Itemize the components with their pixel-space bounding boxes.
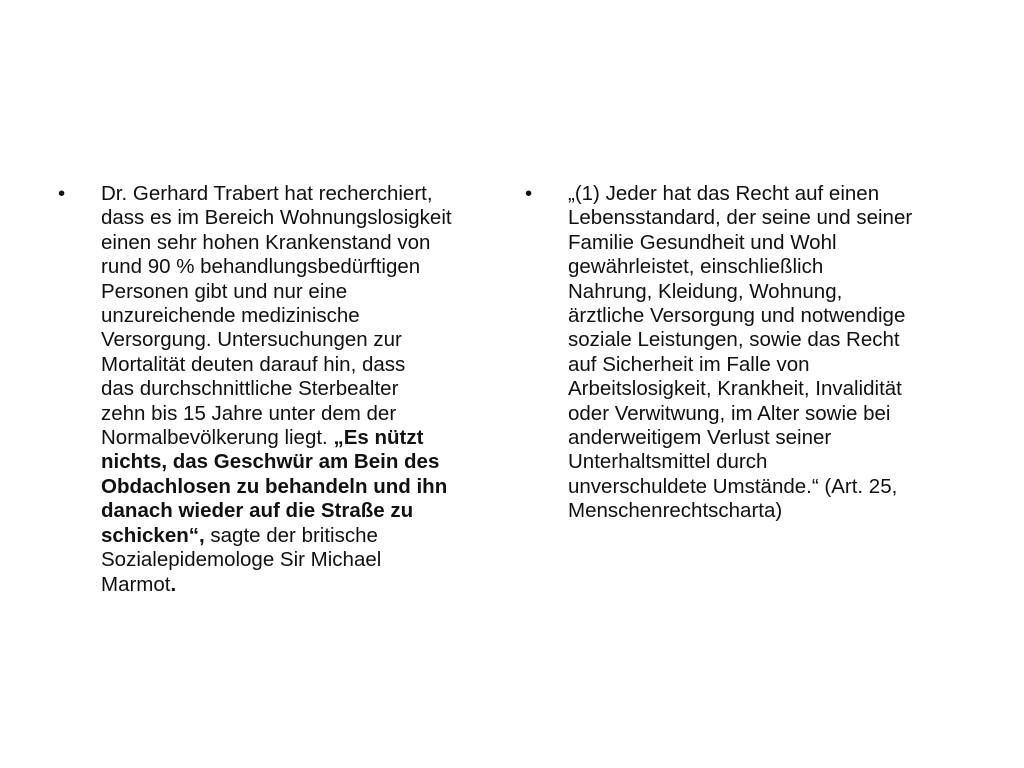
text-segment: Unterhaltsmittel durch <box>568 450 768 474</box>
bold-text-segment: Obdachlosen zu behandeln und ihn <box>101 474 448 498</box>
text-segment: Versorgung. Untersuchungen zur <box>101 328 402 352</box>
text-line <box>101 402 452 426</box>
text-line <box>568 231 912 255</box>
text-line <box>568 402 912 426</box>
text-line <box>101 524 452 548</box>
text-segment: Nahrung, Kleidung, Wohnung, <box>568 279 843 303</box>
text-line <box>568 255 912 279</box>
bold-text-segment: . <box>170 572 177 596</box>
text-line <box>101 255 452 279</box>
text-line <box>568 304 912 328</box>
left-bullet-item <box>58 182 503 597</box>
text-segment: Familie Gesundheit und Wohl <box>568 230 837 254</box>
right-bullet-item <box>525 182 965 524</box>
text-line <box>568 353 912 377</box>
text-line <box>101 231 452 255</box>
text-segment: ärztliche Versorgung und notwendige <box>568 304 906 328</box>
text-line <box>568 280 912 304</box>
left-bullet-text <box>101 182 452 597</box>
text-line <box>568 377 912 401</box>
text-line <box>101 426 452 450</box>
text-line <box>101 353 452 377</box>
text-line <box>568 328 912 352</box>
text-line <box>101 499 452 523</box>
text-segment: anderweitigem Verlust seiner <box>568 426 832 450</box>
text-segment: oder Verwitwung, im Alter sowie bei <box>568 401 891 425</box>
text-line <box>101 377 452 401</box>
text-line <box>101 548 452 572</box>
text-segment: Lebensstandard, der seine und seiner <box>568 206 913 230</box>
text-line <box>568 426 912 450</box>
text-segment: zehn bis 15 Jahre unter dem der <box>101 401 397 425</box>
text-segment: Arbeitslosigkeit, Krankheit, Invalidität <box>568 377 902 401</box>
text-line <box>568 450 912 474</box>
bold-text-segment: nichts, das Geschwür am Bein des <box>101 450 440 474</box>
text-line <box>568 206 912 230</box>
text-segment: rund 90 % behandlungsbedürftigen <box>101 255 421 279</box>
text-segment: auf Sicherheit im Falle von <box>568 352 810 376</box>
text-line <box>101 475 452 499</box>
text-line <box>101 573 452 597</box>
text-line <box>568 475 912 499</box>
text-segment: Marmot <box>101 572 171 596</box>
text-line <box>101 328 452 352</box>
bold-text-segment: „Es nützt <box>333 426 424 450</box>
text-line <box>101 182 452 206</box>
text-segment: das durchschnittliche Sterbealter <box>101 377 399 401</box>
text-line <box>101 280 452 304</box>
text-segment: unverschuldete Umstände.“ (Art. 25, <box>568 474 898 498</box>
left-column <box>58 182 503 597</box>
text-segment: Normalbevölkerung liegt. <box>101 426 334 450</box>
bold-text-segment: danach wieder auf die Straße zu <box>101 499 414 523</box>
text-segment: Sozialepidemologe Sir Michael <box>101 548 382 572</box>
text-line <box>101 304 452 328</box>
text-segment: einen sehr hohen Krankenstand von <box>101 230 431 254</box>
text-segment: unzureichende medizinische <box>101 304 360 328</box>
right-bullet-text <box>568 182 912 524</box>
bold-text-segment: schicken“, <box>101 523 205 547</box>
text-line <box>101 450 452 474</box>
text-line <box>568 182 912 206</box>
text-line <box>568 499 912 523</box>
bullet-marker: • <box>525 182 533 205</box>
text-segment: dass es im Bereich Wohnungslosigkeit <box>101 206 452 230</box>
text-segment: gewährleistet, einschließlich <box>568 255 824 279</box>
text-segment: sagte der britische <box>204 523 378 547</box>
text-segment: Menschenrechtscharta) <box>568 499 783 523</box>
text-segment: Personen gibt und nur eine <box>101 279 348 303</box>
right-column <box>525 182 965 524</box>
text-segment: Dr. Gerhard Trabert hat recherchiert, <box>101 182 433 205</box>
text-segment: Mortalität deuten darauf hin, dass <box>101 352 406 376</box>
text-segment: „(1) Jeder hat das Recht auf einen <box>568 182 880 205</box>
text-line <box>101 206 452 230</box>
text-segment: soziale Leistungen, sowie das Recht <box>568 328 900 352</box>
bullet-marker: • <box>58 182 66 205</box>
